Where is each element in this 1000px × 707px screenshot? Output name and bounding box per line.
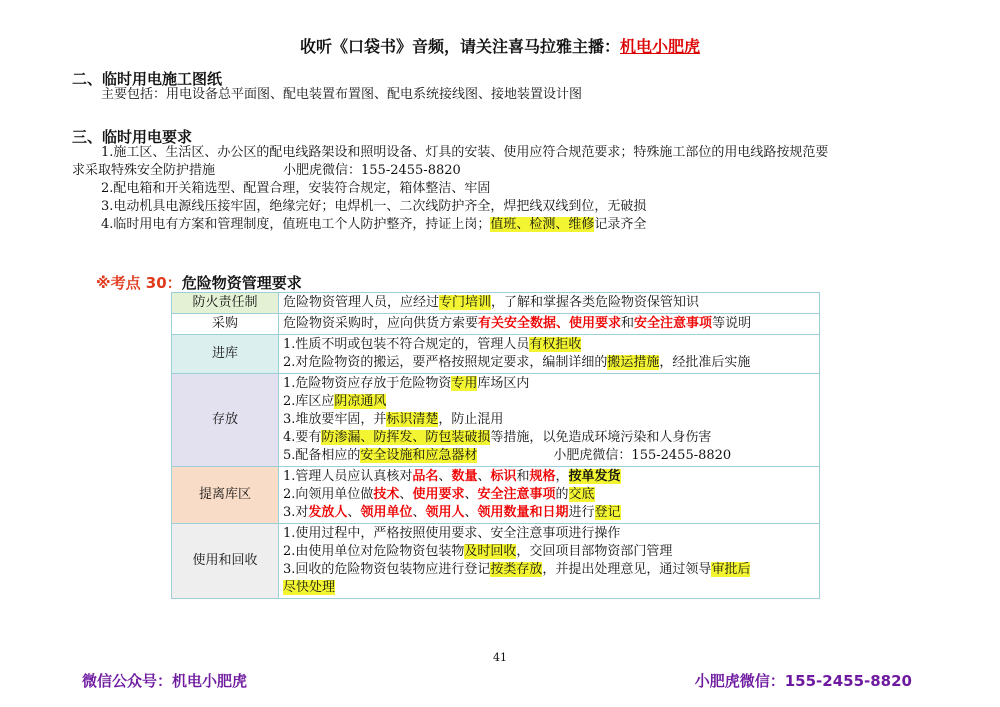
table-row xyxy=(172,374,820,467)
top-banner xyxy=(0,34,1000,57)
footer-left: 微信公众号：机电小肥虎 xyxy=(82,672,248,690)
item4: 4.临时用电有方案和管理制度，值班电工个人防护整齐，持证上岗；值班、检测、维修记录齐全 xyxy=(101,217,647,232)
row-label: 存放 xyxy=(172,374,279,467)
row-content: 1.管理人员应认真核对品名、数量、标识和规格，按单发货 2.向领用单位做技术、使用要求、安全注意事项的交底 3.对发放人、领用单位、领用人、领用数量和日期进行登记 xyxy=(279,467,820,524)
table-row xyxy=(172,467,820,524)
kaodian-tag: ※考点 30： xyxy=(96,274,182,292)
banner-host-link[interactable]: 机电小肥虎 xyxy=(620,37,701,56)
item2: 2.配电箱和开关箱选型、配置合理，安装符合规定，箱体整洁、牢固 xyxy=(101,181,491,196)
section2-title: 二、临时用电施工图纸 xyxy=(72,70,223,88)
kaodian-title: 危险物资管理要求 xyxy=(181,274,302,292)
row-content: 1.使用过程中，严格按照使用要求、安全注意事项进行操作 2.由使用单位对危险物资包装物及时回收，交回项目部物资部门管理 3.回收的危险物资包装物应进行登记按类存放，并提出处理意见，通过领导审批后 尽快处理 xyxy=(279,524,820,599)
banner-prefix: 收听《口袋书》音频，请关注喜马拉雅主播： xyxy=(299,37,620,56)
row-label: 使用和回收 xyxy=(172,524,279,599)
section3-body xyxy=(72,144,932,234)
row-label: 防火责任制 xyxy=(172,293,279,314)
wechat-inline: 小肥虎微信：155-2455-8820 xyxy=(283,163,461,178)
table-row xyxy=(172,524,820,599)
kaodian-heading xyxy=(96,272,302,293)
section3-title: 三、临时用电要求 xyxy=(72,128,193,146)
row-label: 提离库区 xyxy=(172,467,279,524)
table-row xyxy=(172,335,820,374)
row-label: 进库 xyxy=(172,335,279,374)
row-content: 危险物资采购时，应向供货方索要有关安全数据、使用要求和安全注意事项等说明 xyxy=(279,314,820,335)
row-content: 1.性质不明或包装不符合规定的，管理人员有权拒收 2.对危险物资的搬运，要严格按照规定要求，编制详细的搬运措施，经批准后实施 xyxy=(279,335,820,374)
wechat-inline: 小肥虎微信：155-2455-8820 xyxy=(553,448,732,463)
footer-right: 小肥虎微信：155-2455-8820 xyxy=(694,672,912,690)
row-label: 采购 xyxy=(172,314,279,335)
hazmat-table xyxy=(171,292,820,599)
table-row xyxy=(172,293,820,314)
page-number: 41 xyxy=(493,651,507,664)
row-content: 危险物资管理人员，应经过专门培训，了解和掌握各类危险物资保管知识 xyxy=(279,293,820,314)
item3: 3.电动机具电源线压接牢固，绝缘完好；电焊机一、二次线防护齐全，焊把线双线到位，无破损 xyxy=(101,199,647,214)
row-content: 1.危险物资应存放于危险物资专用库场区内 2.库区应阴凉通风 3.堆放要牢固，并标识清楚，防止混用 4.要有防渗漏、防挥发、防包装破损等措施，以免造成环境污染和人身伤害 5.配备相应的安全设施和应急器材 小肥虎微信：155-2455-8820 xyxy=(279,374,820,467)
section2-text: 主要包括：用电设备总平面图、配电装置布置图、配电系统接线图、接地装置设计图 xyxy=(101,87,583,102)
table-row xyxy=(172,314,820,335)
item1-line1: 1.施工区、生活区、办公区的配电线路架设和照明设备、灯具的安装、使用应符合规范要求；特殊施工部位的用电线路按规范要 xyxy=(101,145,829,160)
item1-line2: 求采取特殊安全防护措施 小肥虎微信：155-2455-8820 xyxy=(72,163,461,178)
